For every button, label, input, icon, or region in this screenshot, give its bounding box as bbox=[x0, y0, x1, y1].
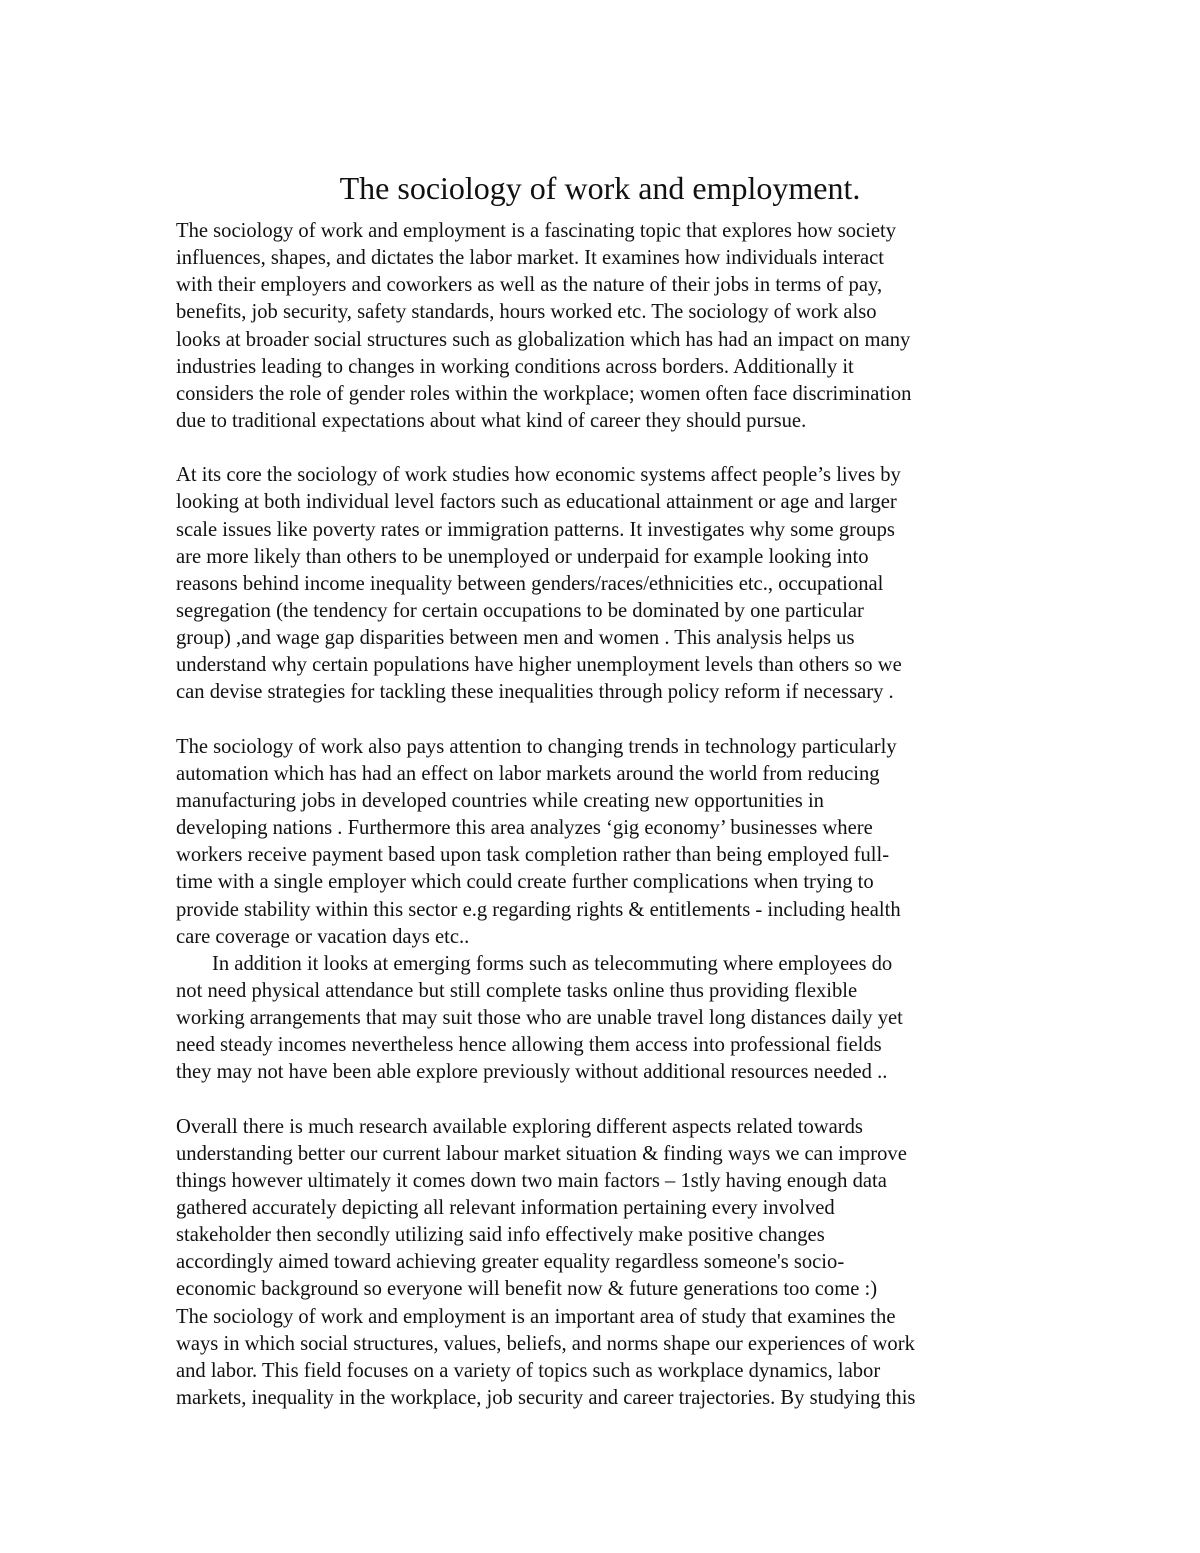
document-body bbox=[176, 218, 1036, 1412]
text-line: segregation (the tendency for certain occupations to be dominated by one particular bbox=[176, 599, 864, 622]
text-line: looking at both individual level factors such as educational attainment or age and larger bbox=[176, 491, 897, 514]
text-line: working arrangements that may suit those who are unable travel long distances daily yet bbox=[176, 1007, 903, 1030]
text-line: Overall there is much research available exploring different aspects related towards bbox=[176, 1115, 863, 1138]
text-line: looks at broader social structures such as globalization which has had an impact on many bbox=[176, 328, 911, 351]
text-line: developing nations . Furthermore this area analyzes ‘gig economy’ businesses where bbox=[176, 817, 873, 840]
text-line: not need physical attendance but still complete tasks online thus providing flexible bbox=[176, 979, 858, 1002]
text-line: economic background so everyone will benefit now & future generations too come :) bbox=[176, 1278, 878, 1301]
text-line: things however ultimately it comes down two main factors – 1stly having enough data bbox=[176, 1169, 887, 1192]
text-line: provide stability within this sector e.g regarding rights & entitlements - including health bbox=[176, 898, 901, 921]
text-line: benefits, job security, safety standards, hours worked etc. The sociology of work also bbox=[176, 301, 877, 324]
text-line: influences, shapes, and dictates the labor market. It examines how individuals interact bbox=[176, 247, 884, 270]
text-line: they may not have been able explore previously without additional resources needed .. bbox=[176, 1061, 888, 1084]
text-line: care coverage or vacation days etc.. bbox=[176, 925, 470, 948]
text-line: markets, inequality in the workplace, job security and career trajectories. By studying this bbox=[176, 1387, 916, 1410]
paragraph-gap bbox=[176, 707, 1036, 734]
text-line: stakeholder then secondly utilizing said info effectively make positive changes bbox=[176, 1224, 825, 1247]
text-line: The sociology of work and employment is a fascinating topic that explores how society bbox=[176, 220, 897, 242]
text-line: scale issues like poverty rates or immigration patterns. It investigates why some groups bbox=[176, 518, 895, 541]
paragraph-gap bbox=[176, 1087, 1036, 1114]
text-line: group) ,and wage gap disparities between men and women . This analysis helps us bbox=[176, 627, 855, 650]
text-line: are more likely than others to be unemployed or underpaid for example looking into bbox=[176, 545, 869, 568]
text-line: need steady incomes nevertheless hence allowing them access into professional fields bbox=[176, 1034, 882, 1057]
text-line: The sociology of work and employment is an important area of study that examines the bbox=[176, 1305, 896, 1328]
text-line: can devise strategies for tackling these inequalities through policy reform if necessary . bbox=[176, 681, 894, 704]
text-line: considers the role of gender roles within the workplace; women often face discrimination bbox=[176, 382, 912, 405]
text-line: workers receive payment based upon task completion rather than being employed full- bbox=[176, 844, 890, 867]
text-line: automation which has had an effect on labor markets around the world from reducing bbox=[176, 762, 880, 785]
text-line: manufacturing jobs in developed countries while creating new opportunities in bbox=[176, 789, 824, 812]
text-line: with their employers and coworkers as well as the nature of their jobs in terms of pay, bbox=[176, 274, 883, 297]
text-line: At its core the sociology of work studies how economic systems affect people’s lives by bbox=[176, 464, 901, 487]
text-line: gathered accurately depicting all relevant information pertaining every involved bbox=[176, 1197, 835, 1220]
document-title: The sociology of work and employment. bbox=[339, 170, 861, 206]
text-line: understand why certain populations have higher unemployment levels than others so we bbox=[176, 654, 902, 677]
text-line: due to traditional expectations about what kind of career they should pursue. bbox=[176, 409, 807, 432]
text-line: In addition it looks at emerging forms such as telecommuting where employees do bbox=[212, 952, 893, 975]
text-line: and labor. This field focuses on a variety of topics such as workplace dynamics, labor bbox=[176, 1359, 881, 1382]
text-line: reasons behind income inequality between genders/races/ethnicities etc., occupational bbox=[176, 572, 884, 595]
paragraph-gap bbox=[176, 435, 1036, 462]
text-line: industries leading to changes in working conditions across borders. Additionally it bbox=[176, 355, 854, 378]
text-line: understanding better our current labour market situation & finding ways we can improve bbox=[176, 1142, 907, 1165]
text-line: accordingly aimed toward achieving greater equality regardless someone's socio- bbox=[176, 1251, 845, 1274]
text-line: time with a single employer which could create further complications when trying to bbox=[176, 871, 874, 894]
text-line: The sociology of work also pays attention to changing trends in technology particularly bbox=[176, 735, 897, 758]
text-line: ways in which social structures, values, beliefs, and norms shape our experiences of work bbox=[176, 1332, 915, 1355]
